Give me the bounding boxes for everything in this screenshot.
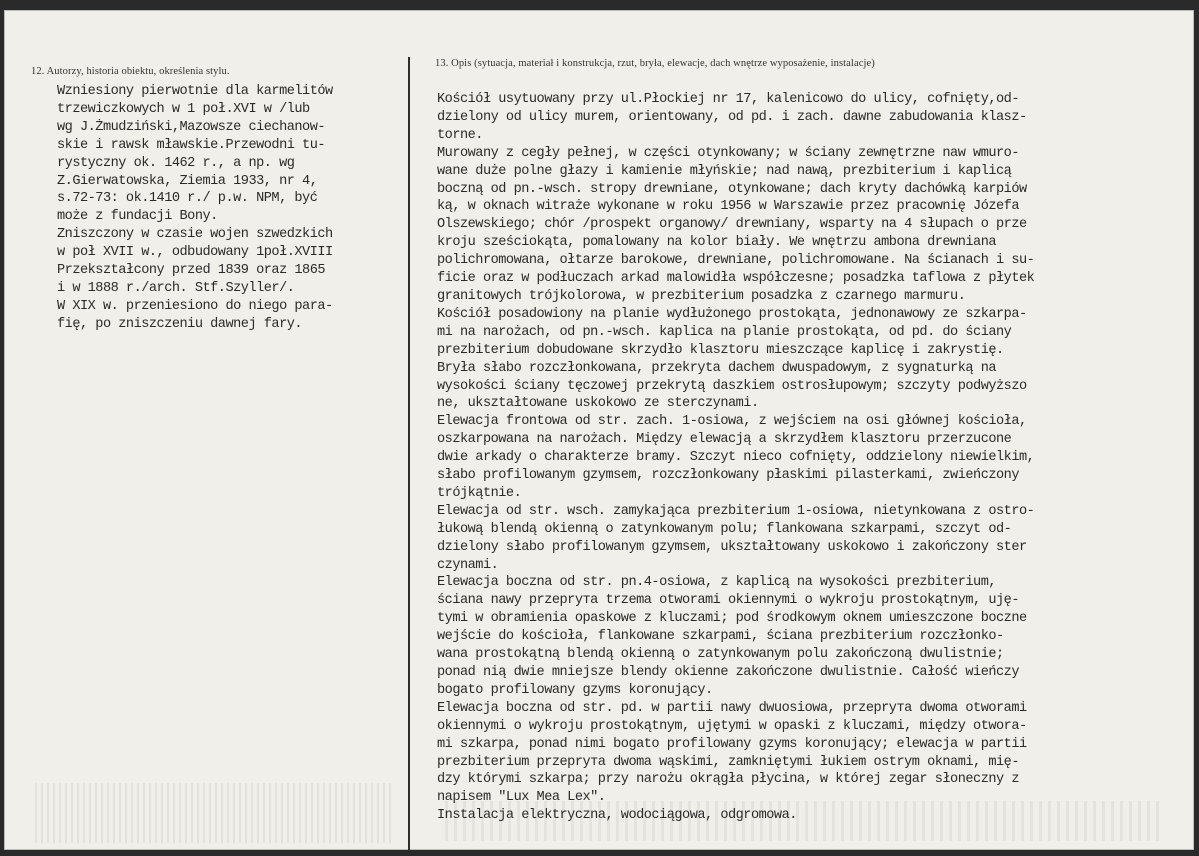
- description-text-line: wysokości ściany tęczowej przekrytą daszkiem ostrosłupowym; szczyty podwyższo: [437, 378, 1027, 394]
- description-text-line: Bryła słabo rozczłonkowana, przekryta dachem dwuspadowym, z sygnaturką na: [437, 360, 997, 376]
- description-text-line: tymi w obramienia opaskowe z kluczami; pod środkowym oknem umieszczone boczne: [437, 611, 1027, 627]
- history-text-line: rystyczny ok. 1462 r., a np. wg: [57, 155, 295, 171]
- description-text-line: napisem "Lux Mea Lex".: [437, 790, 606, 806]
- description-text-line: bogato profilowany gzyms koronujący.: [437, 682, 713, 698]
- history-text-line: Wzniesiony pierwotnie dla karmelitów: [57, 84, 333, 99]
- history-text-line: fię, po zniszczeniu dawnej fary.: [57, 316, 303, 332]
- description-text-line: Kościół usytuowany przy ul.Płockiej nr 17, kalenicowo do ulicy, cofnięty,od-: [437, 92, 1019, 107]
- history-text-line: Zniszczony w czasie wojen szwedzkich: [57, 227, 333, 243]
- section-12-heading: 12. Autorzy, historia obiektu, określenia stylu.: [31, 66, 230, 77]
- history-text-line: i w 1888 r./arch. Stf.Szyller/.: [57, 280, 295, 296]
- description-text-line: Kościół posadowiony na planie wydłużonego prostokąta, jednonawowy ze szkarpa-: [437, 306, 1027, 322]
- document-sheet: [4, 10, 1194, 850]
- description-text-line: polichromowana, ołtarze barokowe, drewniane, polichromowane. Na ścianach i su-: [437, 253, 1035, 269]
- history-text-block: [57, 83, 407, 334]
- history-text-line: Z.Gierwatowska, Ziemia 1933, nr 4,: [57, 173, 318, 189]
- description-text-line: dwie arkady o charakterze bramy. Szczyt nieco cofnięty, oddzielony niewielkim,: [437, 450, 1035, 466]
- section-13-heading: 13. Opis (sytuacja, materiał i konstrukcja, rzut, bryła, elewacje, dach wnętrze wyposażenie, instalacje): [435, 58, 875, 69]
- description-text-line: ne, ukształtowane uskokowo ze sterczynami.: [437, 396, 759, 412]
- description-text-line: wana prostokątną blendą okienną o zatynkowanym polu zakończoną dwulistnie;: [437, 647, 1004, 663]
- description-text-line: dzielony słabo profilowanym gzymsem, ukształtowany uskokowo i zakończony ster: [437, 539, 1027, 555]
- description-text-line: słabo profilowanym gzymsem, rozczłonkowany płaskimi pilasterkami, zwieńczony: [437, 468, 1019, 484]
- description-text-block: [437, 91, 1185, 825]
- description-text-line: boczną od pn.-wsch. stropy drewniane, otynkowane; dach kryty dachówką karpiów: [437, 181, 1027, 197]
- description-text-line: Instalacja elektryczna, wodociągowa, odgromowa.: [437, 808, 797, 824]
- description-text-line: wejście do kościoła, flankowane szkarpami, ściana prezbiterium rozczłonko-: [437, 629, 1004, 645]
- description-text-line: ką, w oknach witraże wykonane w roku 1956 w Warszawie przez pracownię Józefa: [437, 199, 1019, 215]
- description-text-line: Olszewskiego; chór /prospekt organowy/ drewniany, wsparty na 4 słupach o prze: [437, 217, 1027, 233]
- history-text-line: Przekształcony przed 1839 oraz 1865: [57, 263, 326, 279]
- history-text-line: w poł XVII w., odbudowany 1poł.XVIII: [57, 245, 333, 261]
- faded-stamp-mark: [35, 783, 395, 843]
- description-text-line: ponad nią dwie mniejsze blendy okienne zakończone dwulistnie. Całość wieńczy: [437, 665, 1019, 680]
- history-text-line: s.72-73: ok.1410 r./ p.w. NPM, być: [57, 191, 318, 207]
- description-text-line: granitowych trójkolorowa, w prezbiterium posadzka z czarnego marmuru.: [437, 288, 966, 304]
- description-text-line: Elewacja frontowa od str. zach. 1-osiowa, z wejściem na osi głównej kościoła,: [437, 414, 1027, 430]
- description-text-line: torne.: [437, 127, 483, 143]
- history-text-line: W XIX w. przeniesiono do niego para-: [57, 298, 333, 314]
- description-text-line: oszkarpowana na narożach. Między elewacją a skrzydłem klasztoru przerzucone: [437, 432, 1012, 448]
- history-text-line: wg J.Żmudziński,Mazowsze ciechanow-: [57, 119, 326, 135]
- description-text-line: trójkątnie.: [437, 485, 522, 501]
- description-text-line: Murowany z cegły pełnej, w części otynkowany; w ściany zewnętrzne naw wmuro-: [437, 145, 1019, 161]
- description-text-line: kroju sześciokąta, pomalowany na kolor biały. We wnętrzu ambona drewniana: [437, 235, 997, 251]
- description-text-line: dzielony od ulicy murem, orientowany, od pd. i zach. dawne zabudowania klasz-: [437, 109, 1027, 125]
- description-text-line: prezbiterium dobudowane skrzydło klasztoru mieszczące kaplicę i zakrystię.: [437, 342, 1004, 358]
- description-text-line: okiennymi o wykroju prostokątnym, ujętymi w opaski z kluczami, między otwora-: [437, 718, 1027, 734]
- history-text-line: skie i rawsk mławskie.Przewodni tu-: [57, 137, 326, 153]
- history-text-line: może z fundacji Bony.: [57, 209, 218, 225]
- description-text-line: Elewacja boczna od str. pd. w partii nawy dwuosiowa, przeprута dwoma otworami: [437, 700, 1027, 716]
- description-text-line: prezbiterium przeprута dwoma wąskimi, zamkniętymi łukiem ostrym oknami, mię-: [437, 754, 1019, 770]
- description-text-line: Elewacja od str. wsch. zamykająca prezbiterium 1-osiowa, nietynkowana z ostro-: [437, 503, 1035, 519]
- description-text-line: mi na narożach, od pn.-wsch. kaplica na planie prostokąta, od pd. do ściany: [437, 324, 1012, 340]
- description-text-line: mi szkarpa, ponad nimi bogato profilowany gzyms koronujący; elewacja w partii: [437, 736, 1027, 752]
- description-text-line: czynami.: [437, 557, 499, 573]
- column-divider: [408, 57, 410, 851]
- description-text-line: ficie oraz w podłuczach arkad malowidła współczesne; posadzka taflowa z płytek: [437, 271, 1035, 287]
- faded-bleedthrough-mark: [445, 801, 1165, 841]
- description-text-line: łukową blendą okienną o zatynkowanym polu; flankowana szkarpami, szczyt od-: [437, 521, 1012, 537]
- history-text-line: trzewiczkowych w 1 poł.XVI w /lub: [57, 101, 310, 117]
- description-text-line: wane duże polne głazy i kamienie młyńskie; nad nawą, prezbiterium i kaplicą: [437, 163, 1012, 179]
- description-text-line: dzy którymi szkarpa; przy narożu okrągła płycina, w której zegar słoneczny z: [437, 772, 1019, 788]
- description-text-line: ściana nawy przeprута trzema otworami okiennymi o wykroju prostokątnym, uję-: [437, 593, 1019, 609]
- description-text-line: Elewacja boczna od str. pn.4-osiowa, z kaplicą na wysokości prezbiterium,: [437, 575, 997, 591]
